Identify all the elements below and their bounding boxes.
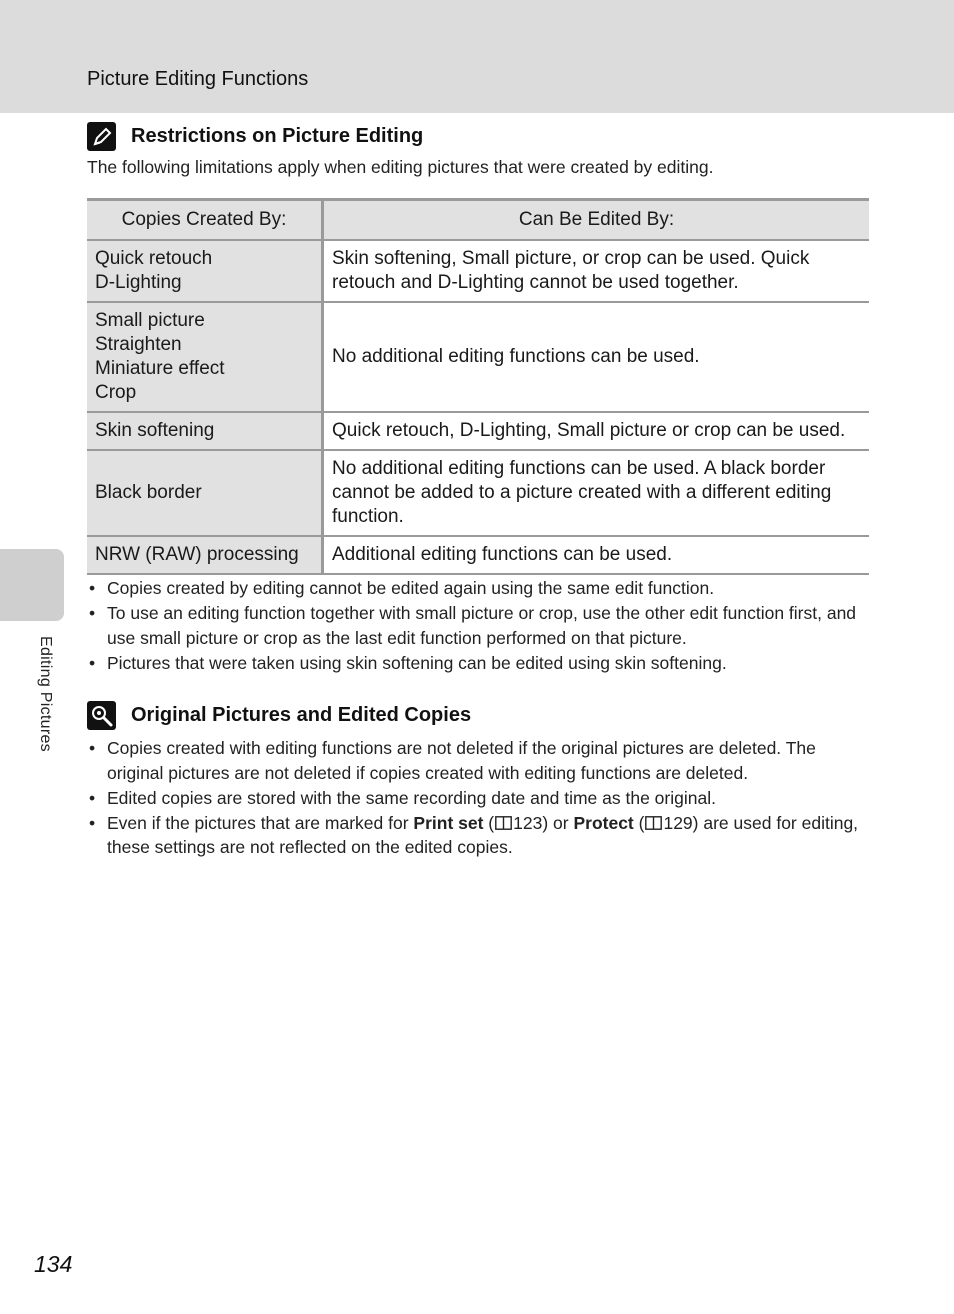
created-cell <box>87 240 323 302</box>
edited-cell: No additional editing functions can be used. A black border cannot be added to a picture created with a different editing function. <box>323 450 870 536</box>
table-header-row <box>87 200 869 241</box>
table-row <box>87 450 869 536</box>
created-item: Quick retouch <box>95 248 213 269</box>
section-title: Restrictions on Picture Editing <box>131 125 424 147</box>
edited-cell: Skin softening, Small picture, or crop can be used. Quick retouch and D-Lighting cannot be used together. <box>323 240 870 302</box>
created-cell: Skin softening <box>87 412 323 450</box>
print-set-term: Print set <box>413 812 484 833</box>
page-reference[interactable]: 123 <box>513 812 543 833</box>
text-run: ) are used for editing, these settings are not reflected on the edited copies. <box>107 812 859 857</box>
list-item: • Pictures that were taken using skin softening can be edited using skin softening. <box>87 651 872 676</box>
magnifier-note-icon <box>87 701 116 730</box>
restrictions-table <box>87 198 869 575</box>
page-reference[interactable]: 129 <box>663 812 693 833</box>
book-reference-icon <box>645 816 662 830</box>
table-row <box>87 302 869 412</box>
created-item: D-Lighting <box>95 272 182 293</box>
section-title: Original Pictures and Edited Copies <box>131 704 472 726</box>
page-number: 134 <box>34 1251 73 1277</box>
restriction-notes-list <box>87 576 872 676</box>
page-header-title: Picture Editing Functions <box>87 68 309 90</box>
section-original-heading <box>87 701 471 730</box>
edited-cell: No additional editing functions can be used. <box>323 302 870 412</box>
text-run: Even if the pictures that are marked for <box>107 812 414 833</box>
edited-cell: Additional editing functions can be used. <box>323 536 870 574</box>
side-tab <box>0 549 64 621</box>
pencil-note-icon <box>87 122 116 151</box>
column-header-created: Copies Created By: <box>87 200 323 241</box>
list-item: • Edited copies are stored with the same recording date and time as the original. <box>87 786 872 811</box>
section-restrictions-heading <box>87 122 423 151</box>
original-copies-list <box>87 736 872 860</box>
list-item: • To use an editing function together with small picture or crop, use the other edit function first, and use small picture or crop as the last edit function performed on that picture. <box>87 601 872 650</box>
table-row <box>87 412 869 450</box>
text-run: ) or <box>542 812 574 833</box>
text-run: ( <box>483 812 495 833</box>
intro-text: The following limitations apply when editing pictures that were created by editing. <box>87 157 714 177</box>
table-row <box>87 240 869 302</box>
list-item <box>87 811 872 860</box>
protect-term: Protect <box>573 812 634 833</box>
list-item: • Copies created with editing functions are not deleted if the original pictures are deleted. The original pictures are not deleted if copies created with editing functions are deleted. <box>87 736 872 785</box>
header-band <box>0 0 954 113</box>
created-cell: Black border <box>87 450 323 536</box>
list-item: • Copies created by editing cannot be edited again using the same edit function. <box>87 576 872 601</box>
created-item: Small picture <box>95 310 205 331</box>
edited-cell: Quick retouch, D-Lighting, Small picture or crop can be used. <box>323 412 870 450</box>
table-row <box>87 536 869 574</box>
column-header-edited: Can Be Edited By: <box>323 200 870 241</box>
book-reference-icon <box>495 816 512 830</box>
created-cell: NRW (RAW) processing <box>87 536 323 574</box>
created-item: Crop <box>95 382 137 403</box>
text-run: ( <box>633 812 645 833</box>
side-tab-label: Editing Pictures <box>37 636 54 752</box>
created-cell <box>87 302 323 412</box>
created-item: Miniature effect <box>95 358 225 379</box>
created-item: Straighten <box>95 334 182 355</box>
